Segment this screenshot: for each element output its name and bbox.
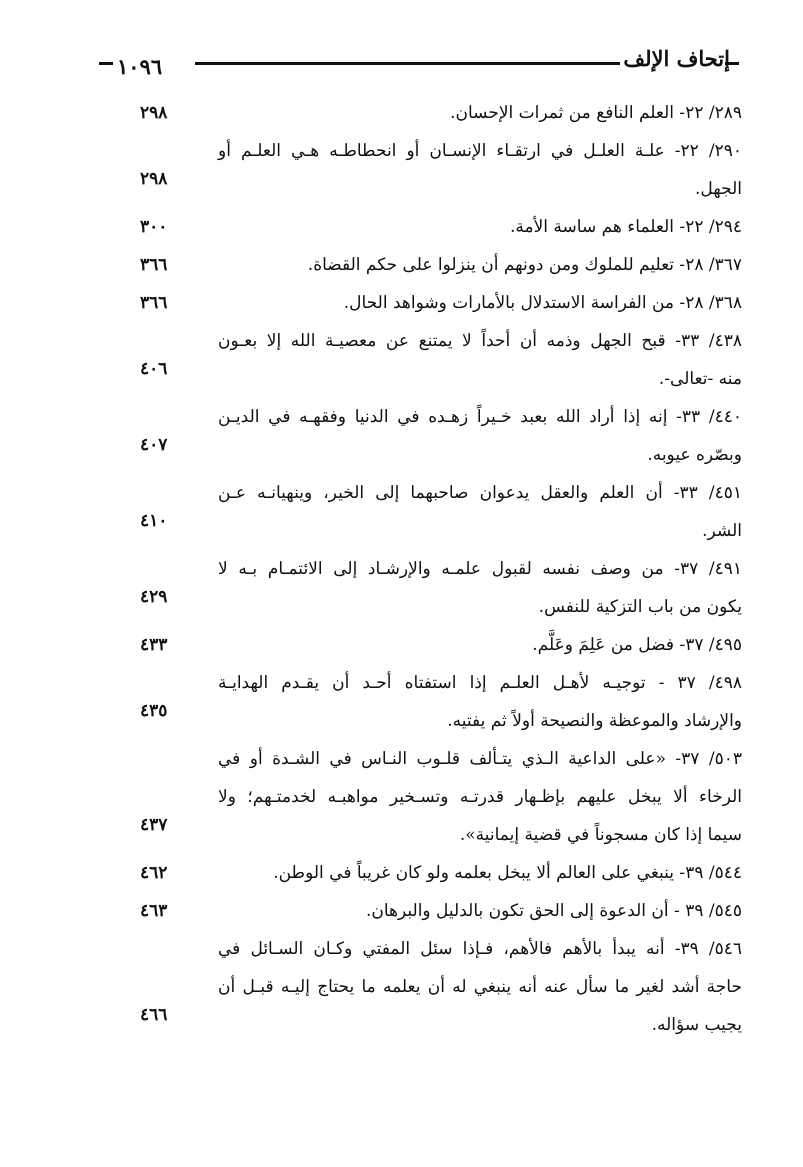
index-entries — [140, 94, 742, 1044]
page-reference: ٢٩٨ — [140, 169, 168, 189]
entry-line: ٥٤٦/ ٣٩- أنه يبدأ بالأهم فالأهم، فـإذا سئل المفتي وكـان السـائل في — [218, 939, 742, 959]
index-entry — [140, 208, 742, 246]
page-reference: ٤٦٣ — [140, 901, 168, 921]
page-reference: ٤١٠ — [140, 511, 168, 531]
header-rule — [195, 62, 620, 65]
entry-line: الجهل. — [695, 179, 742, 199]
entry-line: ٥٠٣/ ٣٧- «على الداعية الـذي يتـألف قلـوب النـاس في الشـدة أو في — [218, 749, 742, 769]
entry-line: والإرشاد والموعظة والنصيحة أولاً ثم يفتيه. — [447, 711, 742, 731]
index-entry — [140, 664, 742, 740]
page-reference: ٢٩٨ — [140, 103, 168, 123]
entry-line: سيما إذا كان مسجوناً في قضية إيمانية». — [459, 825, 742, 845]
index-entry — [140, 246, 742, 284]
entry-line: وبصّره عيوبه. — [647, 445, 742, 465]
entry-line: ٤٩٨/ ٣٧ - توجيـه لأهـل العلـم إذا استفتاه أحـد أن يقـدم الهدايـة — [218, 673, 742, 693]
entry-line: ٤٣٨/ ٣٣- قبح الجهل وذمه أن أحداً لا يمتنع عن معصيـة الله إلا بعـون — [218, 331, 742, 351]
entry-line: ٤٩١/ ٣٧- من وصف نفسه لقبول علمـه والإرشـاد إلى الائتمـام بـه لا — [218, 559, 742, 579]
page-reference: ٣٦٦ — [140, 255, 168, 275]
index-entry — [140, 854, 742, 892]
index-entry — [140, 626, 742, 664]
index-entry — [140, 398, 742, 474]
index-entry — [140, 740, 742, 854]
index-entry — [140, 550, 742, 626]
index-entry — [140, 284, 742, 322]
page-reference: ٤٦٦ — [140, 1005, 168, 1025]
page-reference: ٤٣٣ — [140, 635, 168, 655]
entry-line: الشر. — [702, 521, 742, 541]
entry-line: ٤٥١/ ٣٣- أن العلم والعقل يدعوان صاحبهما إلى الخير، وينهيانـه عـن — [218, 483, 743, 503]
entry-line: ٤٩٥/ ٣٧- فضل من عَلِمَ وعَلَّم. — [532, 635, 742, 655]
page-reference: ٣٦٦ — [140, 293, 168, 313]
index-entry — [140, 322, 742, 398]
header-dash-left — [99, 62, 113, 65]
page-number: ١٠٩٦ — [117, 54, 163, 79]
entry-line: الرخاء ألا يبخل عليهم بإظـهار قدرتـه وتسـخير مواهبـه لخدمتـهم؛ ولا — [218, 787, 742, 807]
entry-line: حاجة أشد لغير ما سأل عنه أنه ينبغي له أن يعلمه ما يحتاج إليـه قبـل أن — [218, 977, 742, 997]
index-entry — [140, 892, 742, 930]
index-entry — [140, 474, 742, 550]
page-reference: ٤٠٧ — [140, 435, 168, 455]
running-title: إتحاف الإلف — [623, 46, 730, 71]
index-entry — [140, 94, 742, 132]
page-reference: ٤٣٧ — [140, 815, 168, 835]
page-reference: ٤٢٩ — [140, 587, 168, 607]
page-header — [95, 46, 735, 86]
page-reference: ٤٠٦ — [140, 359, 168, 379]
entry-line: منه -تعالى-. — [658, 369, 742, 389]
entry-line: يجيب سؤاله. — [651, 1015, 742, 1035]
page-reference: ٤٦٢ — [140, 863, 168, 883]
entry-line: ٤٤٠/ ٣٣- إنه إذا أراد الله بعبد خـيراً زهـده في الدنيا وفقهـه في الديـن — [218, 407, 742, 427]
entry-line: ٢٩٠/ ٢٢- علـة العلـل في ارتقـاء الإنسـان أو انحطاطـه هـي العلـم أو — [218, 141, 742, 161]
entry-line: ٣٦٧/ ٢٨- تعليم للملوك ومن دونهم أن ينزلوا على حكم القضاة. — [307, 255, 742, 275]
index-entry — [140, 132, 742, 208]
entry-line: ٥٤٤/ ٣٩- ينبغي على العالم ألا يبخل بعلمه ولو كان غريباً في الوطن. — [273, 863, 742, 883]
entry-line: ٢٩٤/ ٢٢- العلماء هم ساسة الأمة. — [509, 217, 742, 237]
entry-line: ٣٦٨/ ٢٨- من الفراسة الاستدلال بالأمارات وشواهد الحال. — [343, 293, 742, 313]
entry-line: ٢٨٩/ ٢٢- العلم النافع من ثمرات الإحسان. — [450, 103, 742, 123]
page-reference: ٣٠٠ — [140, 217, 168, 237]
index-entry — [140, 930, 742, 1044]
page-reference: ٤٣٥ — [140, 701, 168, 721]
entry-line: يكون من باب التزكية للنفس. — [538, 597, 742, 617]
entry-line: ٥٤٥/ ٣٩ - أن الدعوة إلى الحق تكون بالدليل والبرهان. — [365, 901, 742, 921]
